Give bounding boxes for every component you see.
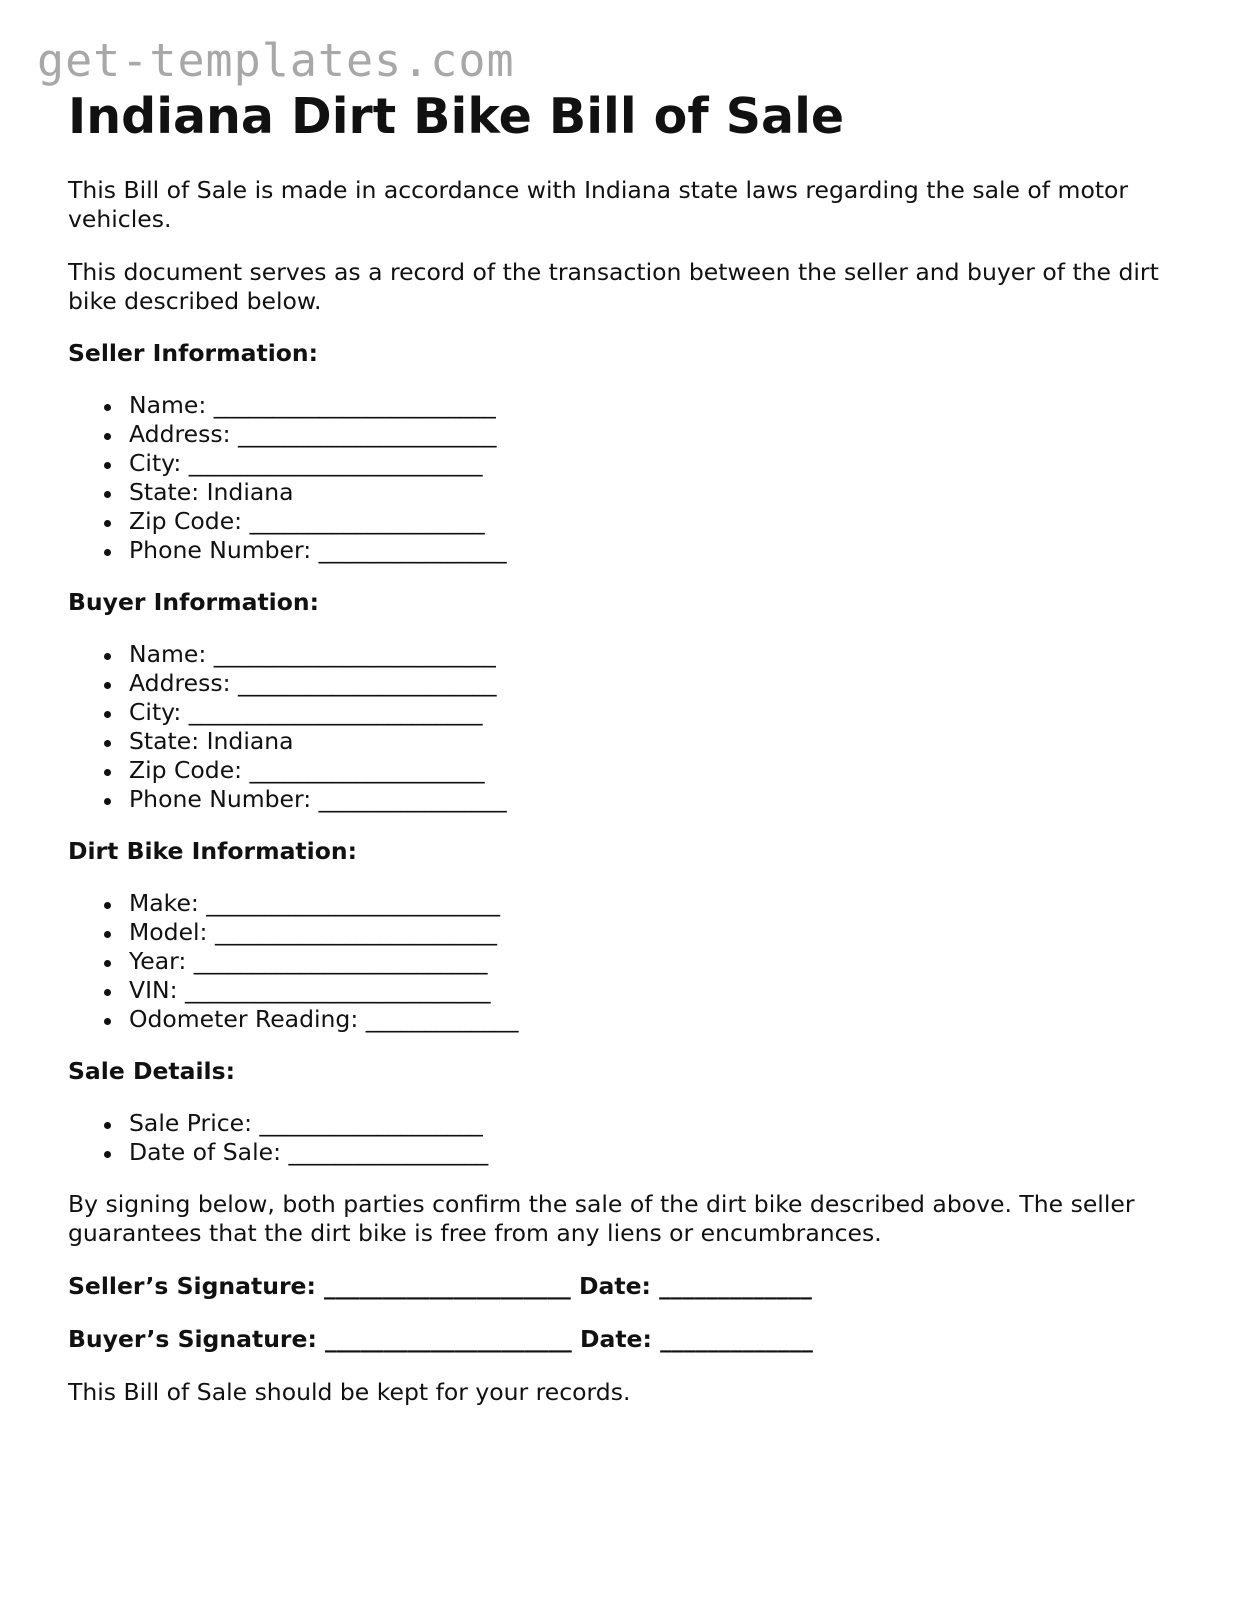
seller-fields-list bbox=[68, 391, 1188, 565]
seller-address-field: Address: ______________________ bbox=[68, 420, 1188, 449]
seller-state-field: State: Indiana bbox=[68, 478, 1188, 507]
bike-model-field: Model: ________________________ bbox=[68, 918, 1188, 947]
seller-section-heading: Seller Information: bbox=[68, 339, 319, 367]
buyer-section-heading: Buyer Information: bbox=[68, 588, 320, 616]
records-note: This Bill of Sale should be kept for your records. bbox=[68, 1378, 631, 1406]
document-body bbox=[68, 88, 1188, 1407]
bike-fields-list bbox=[68, 889, 1188, 1034]
seller-phone-field: Phone Number: ________________ bbox=[68, 536, 1188, 565]
sale-price-field: Sale Price: ___________________ bbox=[68, 1109, 1188, 1138]
closing-paragraph: By signing below, both parties confirm the sale of the dirt bike described above. The seller guarantees that the dirt bike is free from any liens or encumbrances. bbox=[68, 1190, 1135, 1247]
buyer-signature-line: Buyer’s Signature: _____________________ Date: _____________ bbox=[68, 1325, 813, 1353]
buyer-state-field: State: Indiana bbox=[68, 727, 1188, 756]
sale-date-field: Date of Sale: _________________ bbox=[68, 1138, 1188, 1167]
sale-fields-list bbox=[68, 1109, 1188, 1167]
bike-make-field: Make: _________________________ bbox=[68, 889, 1188, 918]
sale-section-heading: Sale Details: bbox=[68, 1057, 235, 1085]
buyer-phone-field: Phone Number: ________________ bbox=[68, 785, 1188, 814]
buyer-address-field: Address: ______________________ bbox=[68, 669, 1188, 698]
seller-city-field: City: _________________________ bbox=[68, 449, 1188, 478]
bike-section-heading: Dirt Bike Information: bbox=[68, 837, 357, 865]
seller-signature-line: Seller’s Signature: _____________________ Date: _____________ bbox=[68, 1272, 812, 1300]
buyer-zip-field: Zip Code: ____________________ bbox=[68, 756, 1188, 785]
buyer-city-field: City: _________________________ bbox=[68, 698, 1188, 727]
buyer-name-field: Name: ________________________ bbox=[68, 640, 1188, 669]
bike-odometer-field: Odometer Reading: _____________ bbox=[68, 1005, 1188, 1034]
buyer-fields-list bbox=[68, 640, 1188, 814]
intro-paragraph-1: This Bill of Sale is made in accordance with Indiana state laws regarding the sale of motor vehicles. bbox=[68, 176, 1129, 233]
watermark: get-templates.com bbox=[37, 34, 515, 87]
bike-year-field: Year: _________________________ bbox=[68, 947, 1188, 976]
intro-paragraph-2: This document serves as a record of the transaction between the seller and buyer of the dirt bike described below. bbox=[68, 258, 1159, 315]
seller-zip-field: Zip Code: ____________________ bbox=[68, 507, 1188, 536]
bike-vin-field: VIN: __________________________ bbox=[68, 976, 1188, 1005]
document-title: Indiana Dirt Bike Bill of Sale bbox=[68, 88, 845, 145]
seller-name-field: Name: ________________________ bbox=[68, 391, 1188, 420]
